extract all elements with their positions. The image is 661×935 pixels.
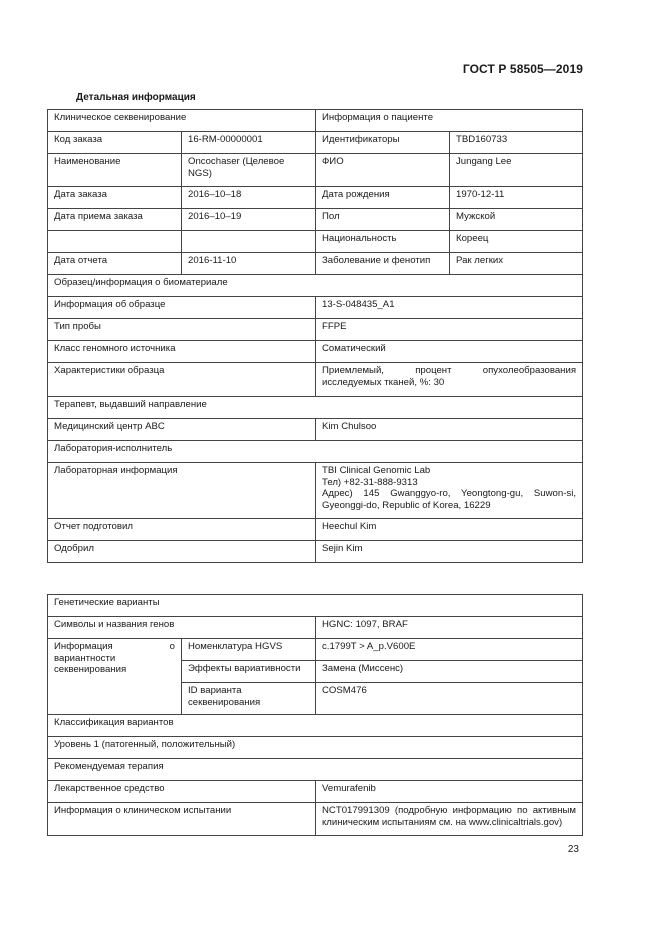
table-cell: 16-RM-00000001	[182, 132, 316, 154]
table-row	[48, 275, 583, 297]
table-cell: 13-S-048435_A1	[316, 297, 583, 319]
table-cell: Национальность	[316, 231, 450, 253]
table-cell: Vemurafenib	[316, 781, 583, 803]
table-cell: Oncochaser (Целевое NGS)	[182, 154, 316, 187]
table-cell: Рак легких	[450, 253, 583, 275]
table-row	[48, 639, 583, 661]
table-cell: Заболевание и фенотип	[316, 253, 450, 275]
variant-info-label: Информация о вариантности секвенирования	[48, 639, 182, 715]
table-cell: Эффекты вариативности	[182, 661, 316, 683]
table-cell: Соматический	[316, 341, 583, 363]
table-cell: Замена (Миссенс)	[316, 661, 583, 683]
table-row	[48, 209, 583, 231]
table-cell: COSM476	[316, 683, 583, 715]
lab-address: Адрес) 145 Gwanggyo-ro, Yeongtong-gu, Suwon-si, Gyeonggi-do, Republic of Korea, 16229	[322, 488, 577, 511]
table-cell: Мужской	[450, 209, 583, 231]
table-row	[48, 737, 583, 759]
clinical-sequencing-heading: Клиническое секвенирование	[48, 110, 316, 132]
table-row	[48, 419, 583, 441]
table-cell: 2016–10–18	[182, 187, 316, 209]
table-cell: Kim Chulsoo	[316, 419, 583, 441]
table-cell: Информация об образце	[48, 297, 316, 319]
table-row	[48, 441, 583, 463]
table-row	[48, 187, 583, 209]
table-cell: TBD160733	[450, 132, 583, 154]
table-row	[48, 363, 583, 397]
table-cell: Приемлемый, процент опухолеобразования исследуемых тканей, %: 30	[316, 363, 583, 397]
standard-header: ГОСТ Р 58505—2019	[462, 62, 583, 76]
table-row	[48, 397, 583, 419]
table-cell: Код заказа	[48, 132, 182, 154]
table-row	[48, 541, 583, 563]
table-cell: Информация о клиническом испытании	[48, 803, 316, 836]
table-row	[48, 519, 583, 541]
table-cell: ФИО	[316, 154, 450, 187]
table-cell	[182, 231, 316, 253]
table-row	[48, 110, 583, 132]
table-cell: Тип пробы	[48, 319, 316, 341]
table-cell	[48, 231, 182, 253]
table-cell: Дата приема заказа	[48, 209, 182, 231]
table-cell: Символы и названия генов	[48, 617, 316, 639]
table-cell: Лекарственное средство	[48, 781, 316, 803]
table-cell: Одобрил	[48, 541, 316, 563]
table-cell: NCT017991309 (подробную информацию по активным клиническим испытаниям см. на www.clinicaltrials.gov)	[316, 803, 583, 836]
table-row	[48, 715, 583, 737]
table-cell: Heechul Kim	[316, 519, 583, 541]
genetic-variants-table	[47, 594, 583, 836]
table-cell: Наименование	[48, 154, 182, 187]
table-row	[48, 319, 583, 341]
therapy-heading: Рекомендуемая терапия	[48, 759, 583, 781]
lab-heading: Лаборатория-исполнитель	[48, 441, 583, 463]
table-row	[48, 341, 583, 363]
table-row	[48, 463, 583, 519]
table-cell: Идентификаторы	[316, 132, 450, 154]
table-cell: Характеристики образца	[48, 363, 316, 397]
table-row	[48, 132, 583, 154]
table-cell: HGNC: 1097, BRAF	[316, 617, 583, 639]
table-cell: Кореец	[450, 231, 583, 253]
table-row	[48, 595, 583, 617]
table-cell: Пол	[316, 209, 450, 231]
table-row	[48, 297, 583, 319]
table-cell: Класс геномного источника	[48, 341, 316, 363]
lab-info-cell	[316, 463, 583, 519]
patient-info-heading: Информация о пациенте	[316, 110, 583, 132]
order-info-table	[47, 109, 583, 563]
table-cell: Дата заказа	[48, 187, 182, 209]
table-cell: Sejin Kim	[316, 541, 583, 563]
table-row	[48, 154, 583, 187]
table-cell: Лабораторная информация	[48, 463, 316, 519]
lab-name: TBI Clinical Genomic Lab	[322, 465, 431, 476]
table-cell: Дата отчета	[48, 253, 182, 275]
table-cell: Jungang Lee	[450, 154, 583, 187]
genetic-variants-heading: Генетические варианты	[48, 595, 583, 617]
table-cell: Номенклатура HGVS	[182, 639, 316, 661]
lab-phone: Тел) +82-31-888-9313	[322, 476, 418, 488]
classification-heading: Классификация вариантов	[48, 715, 583, 737]
therapist-heading: Терапевт, выдавший направление	[48, 397, 583, 419]
table-cell: Дата рождения	[316, 187, 450, 209]
table-cell: Отчет подготовил	[48, 519, 316, 541]
table-cell: ID варианта секвенирования	[182, 683, 316, 715]
table-cell: 2016-11-10	[182, 253, 316, 275]
table-cell: 2016–10–19	[182, 209, 316, 231]
table-row	[48, 781, 583, 803]
table-cell: Уровень 1 (патогенный, положительный)	[48, 737, 583, 759]
biomaterial-heading: Образец/информация о биоматериале	[48, 275, 583, 297]
table-row	[48, 617, 583, 639]
page-number: 23	[567, 844, 579, 855]
section-title: Детальная информация	[76, 92, 196, 103]
table-cell: Медицинский центр ABC	[48, 419, 316, 441]
table-row	[48, 253, 583, 275]
table-cell: c.1799T > A_p.V600E	[316, 639, 583, 661]
table-row	[48, 759, 583, 781]
table-cell: FFPE	[316, 319, 583, 341]
table-cell: 1970-12-11	[450, 187, 583, 209]
table-row	[48, 231, 583, 253]
table-row	[48, 803, 583, 836]
